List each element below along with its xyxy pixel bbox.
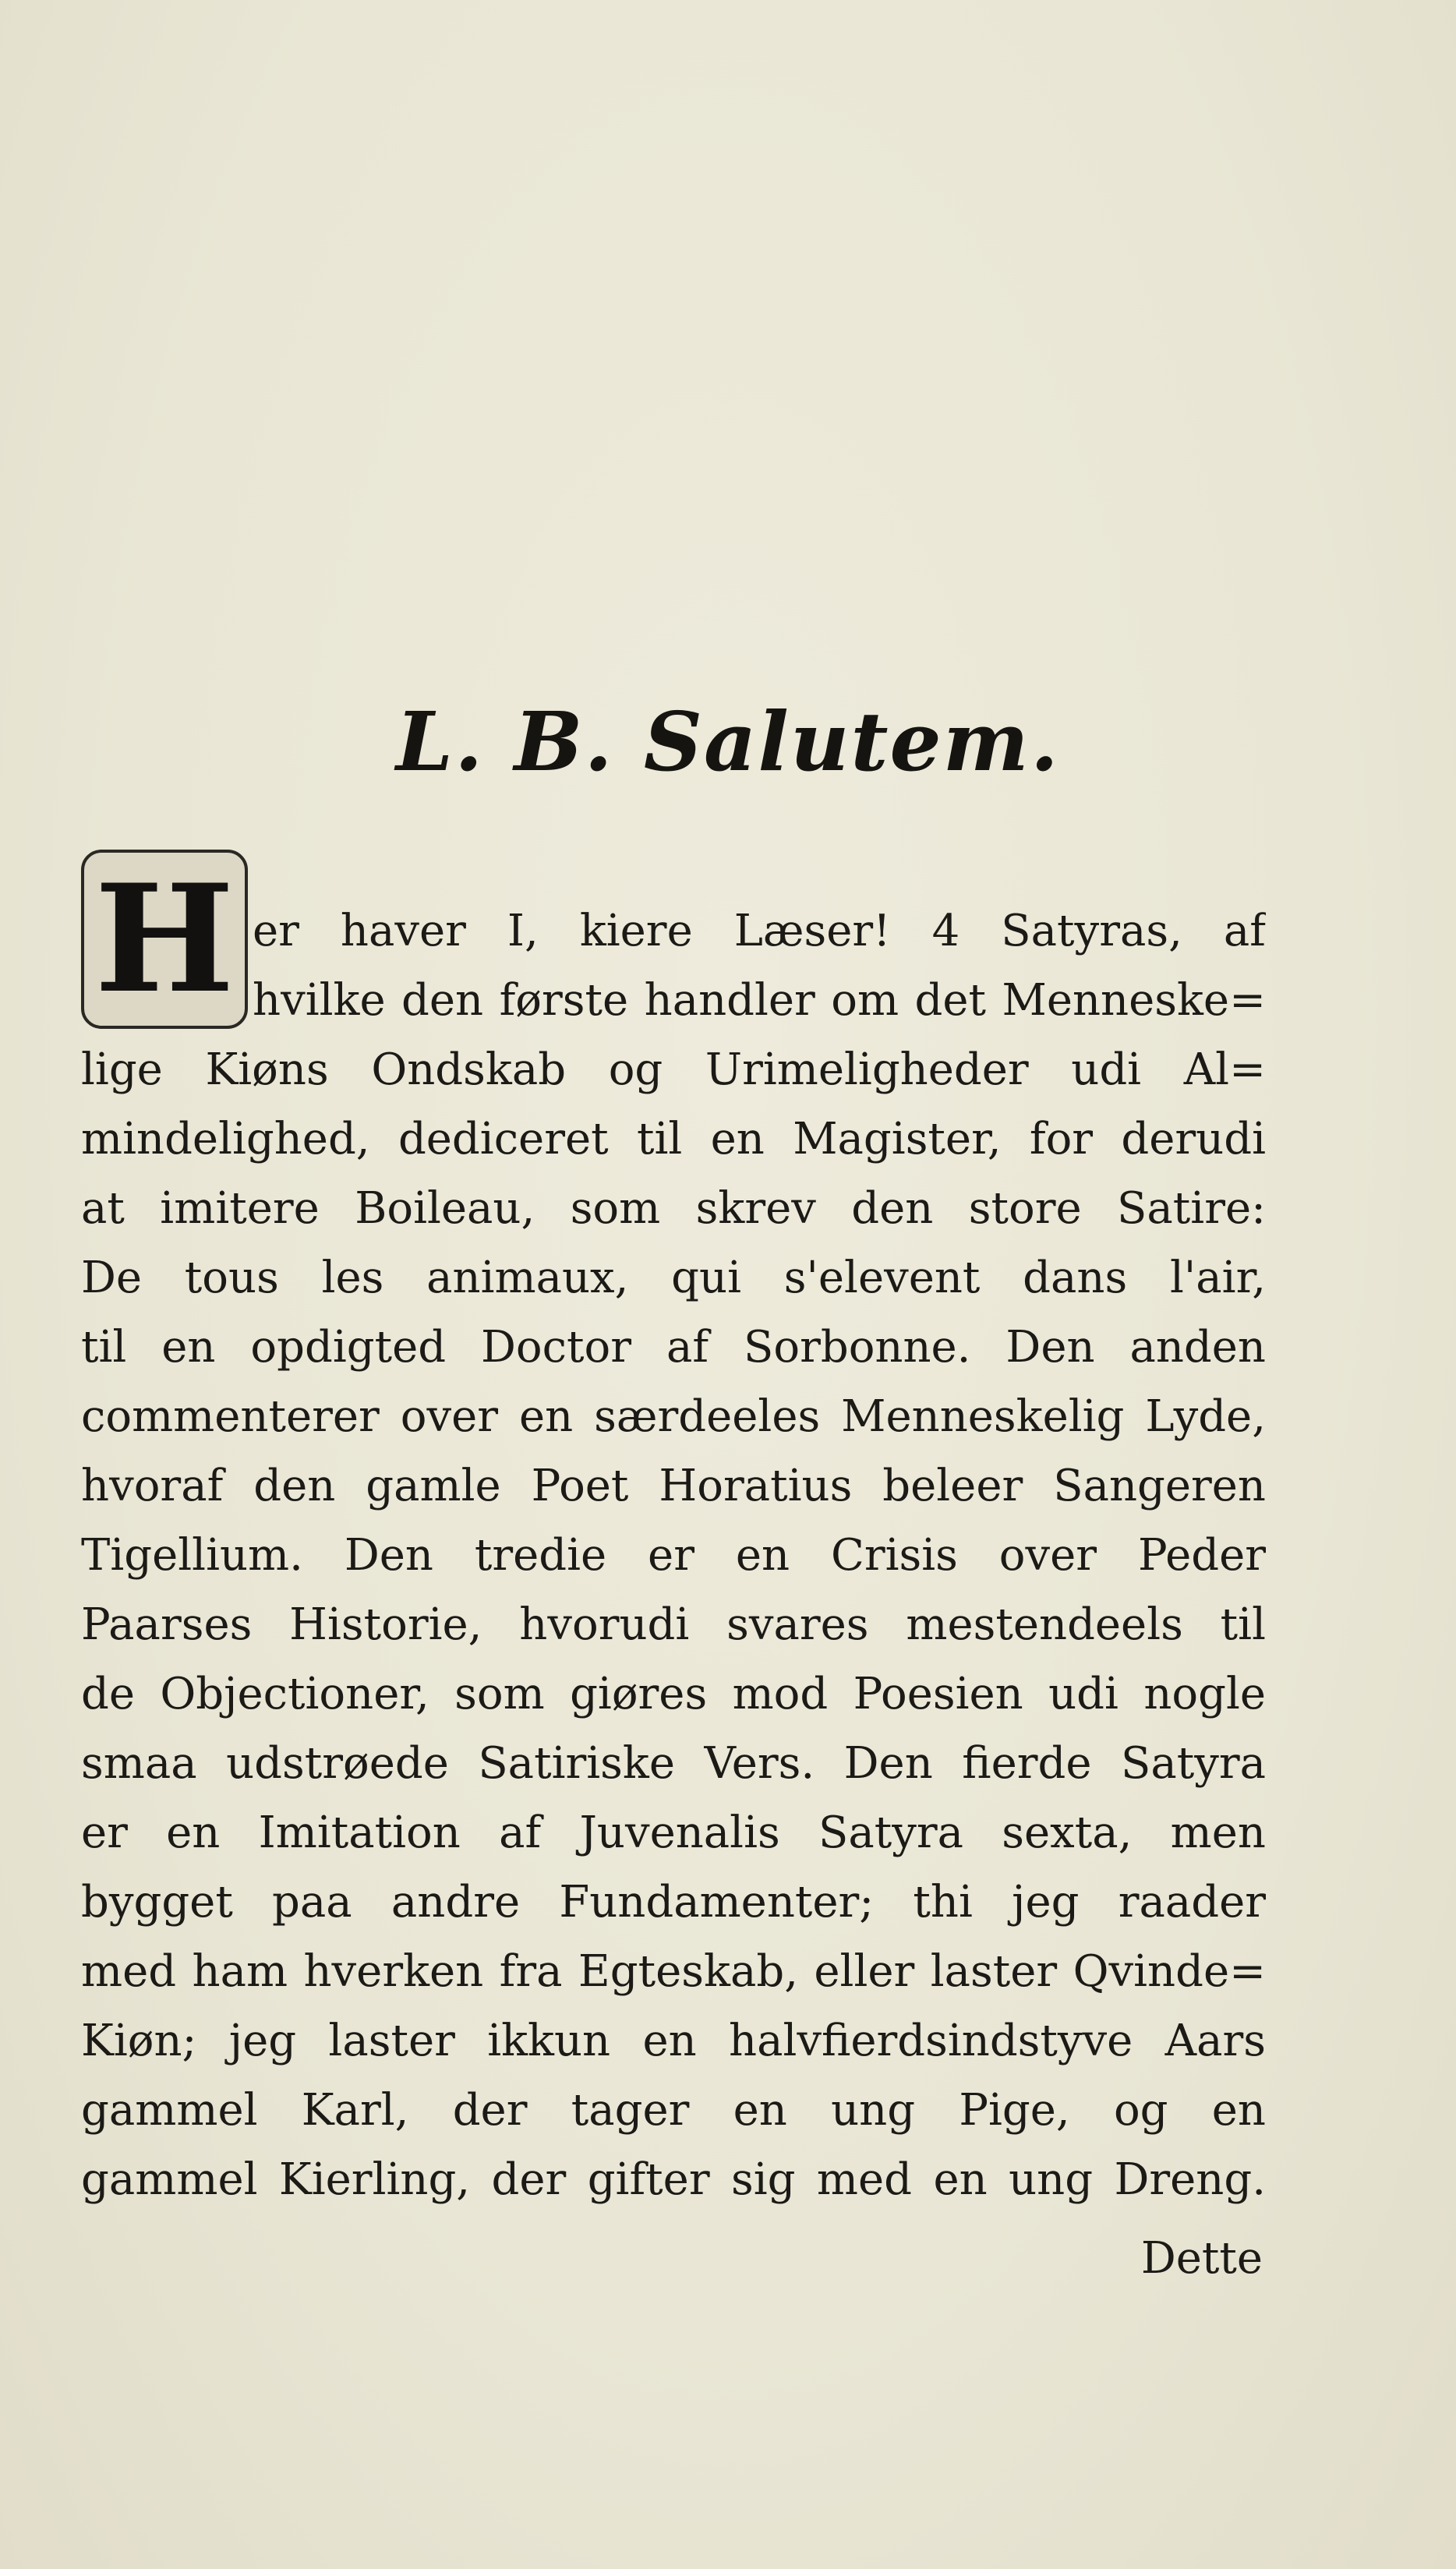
page-heading: L. B. Salutem. xyxy=(396,694,1060,790)
text-line: De tous les animaux, qui s'elevent dans l'air, xyxy=(81,1253,1266,1303)
text-line: de Objectioner, som giøres mod Poesien udi nogle xyxy=(81,1669,1266,1719)
text-line: lige Kiøns Ondskab og Urimeligheder udi Al= xyxy=(81,1044,1266,1095)
text-line: er haver I, kiere Læser! 4 Satyras, af xyxy=(253,906,1266,956)
text-line: commenterer over en særdeeles Menneskelig Lyde, xyxy=(81,1391,1266,1442)
text-line: Tigellium. Den tredie er en Crisis over Peder xyxy=(81,1530,1266,1581)
text-line: hvoraf den gamle Poet Horatius beleer Sangeren xyxy=(81,1461,1266,1511)
text-line: at imitere Boileau, som skrev den store Satire: xyxy=(81,1183,1266,1234)
text-line: er en Imitation af Juvenalis Satyra sexta, men xyxy=(81,1807,1266,1858)
text-line: til en opdigted Doctor af Sorbonne. Den anden xyxy=(81,1322,1266,1373)
text-line: gammel Karl, der tager en ung Pige, og en xyxy=(81,2085,1266,2136)
drop-cap-letter: H xyxy=(94,852,235,1026)
text-line: Paarses Historie, hvorudi svares mestendeels til xyxy=(81,1599,1266,1650)
text-line: mindelighed, dediceret til en Magister, for derudi xyxy=(81,1114,1266,1164)
text-line: med ham hverken fra Egteskab, eller laster Qvinde= xyxy=(81,1946,1266,1997)
body-text xyxy=(81,896,1266,2214)
text-line: smaa udstrøede Satiriske Vers. Den fierde Satyra xyxy=(81,1738,1266,1789)
text-line: gammel Kierling, der gifter sig med en ung Dreng. xyxy=(81,2154,1266,2205)
text-line: bygget paa andre Fundamenter; thi jeg raader xyxy=(81,1877,1266,1928)
text-line: Kiøn; jeg laster ikkun en halvfierdsindstyve Aars xyxy=(81,2016,1266,2066)
catchword: Dette xyxy=(1140,2233,1263,2284)
text-line: hvilke den første handler om det Menneske= xyxy=(253,975,1266,1026)
